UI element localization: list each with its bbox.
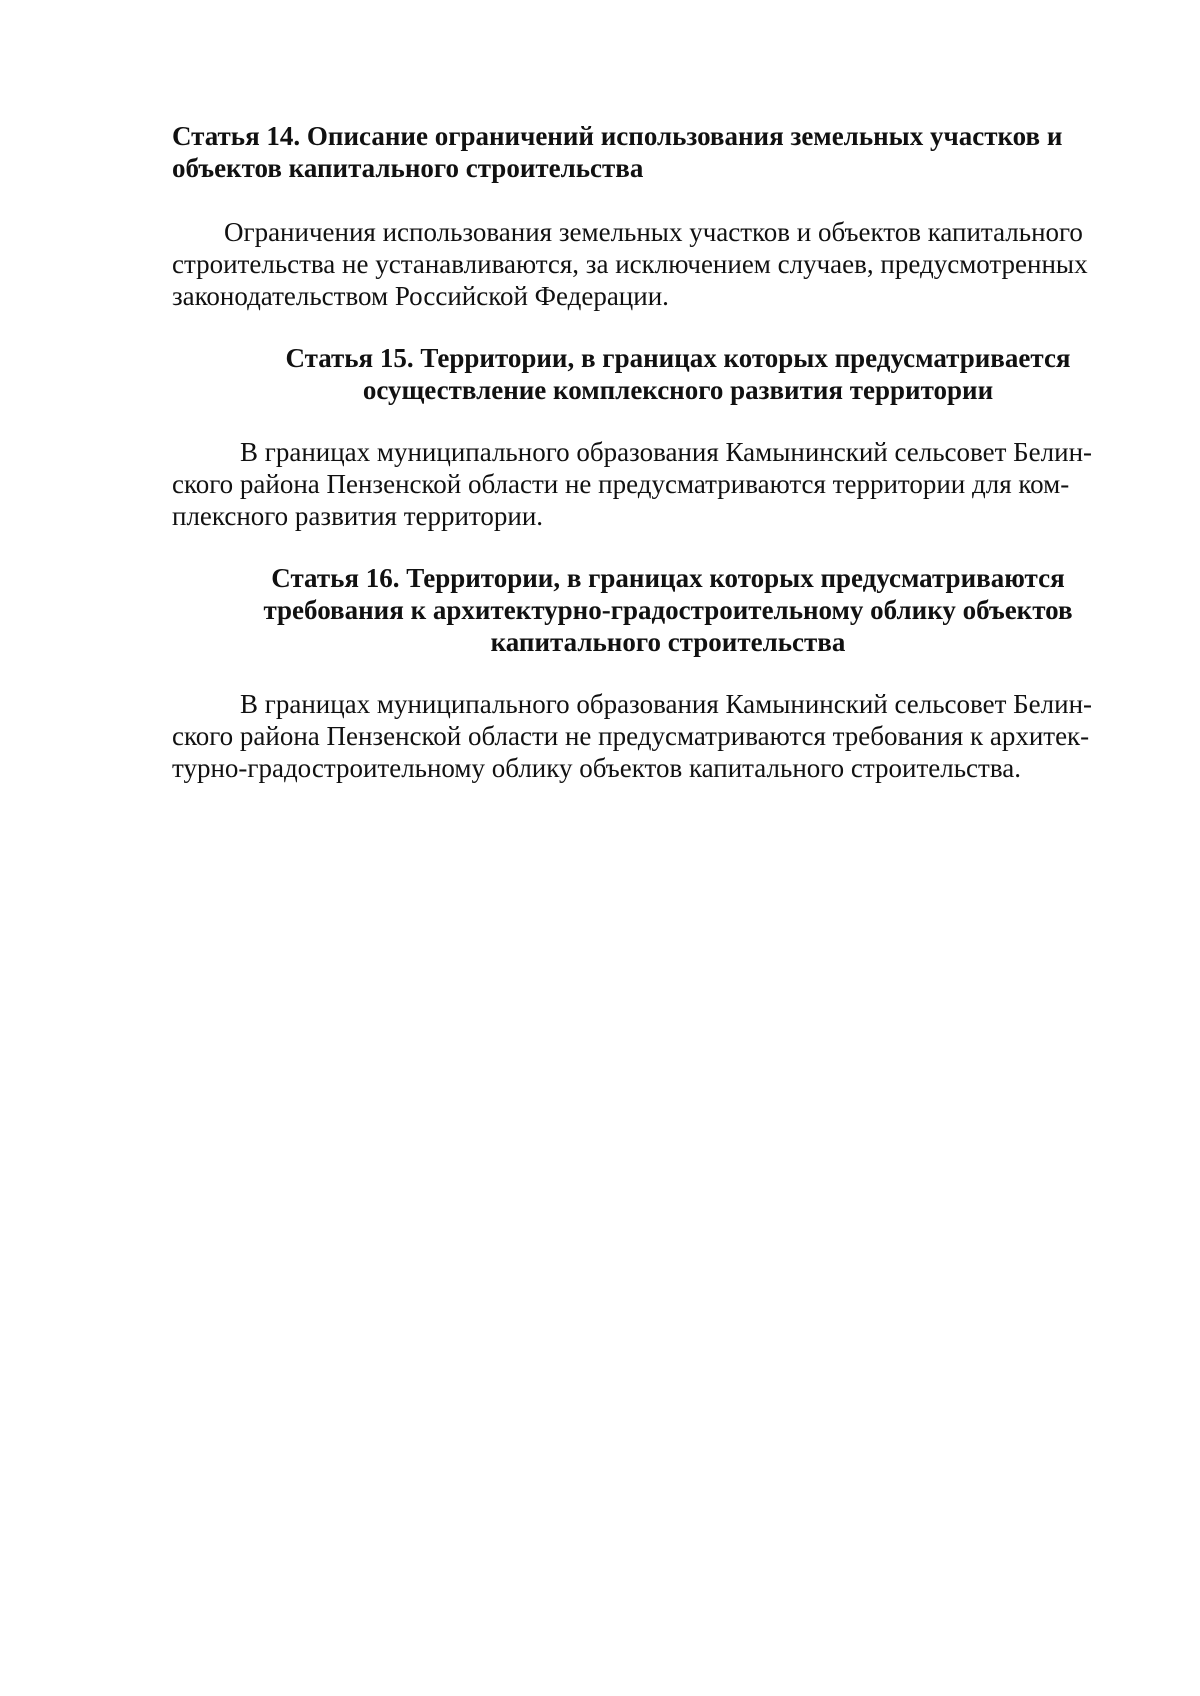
document-content xyxy=(172,120,1134,784)
article-15-heading xyxy=(172,342,1134,406)
heading-line: капитального строительства xyxy=(490,627,846,657)
heading-line: объектов капитального строительства xyxy=(172,153,644,183)
body-line: В границах муниципального образования Камынинский сельсовет Белин- xyxy=(240,689,1093,719)
heading-line: Статья 15. Территории, в границах которых предусматривается xyxy=(285,343,1071,373)
article-14-body xyxy=(172,216,1134,312)
body-line: законодательством Российской Федерации. xyxy=(172,281,669,311)
body-line: плексного развития территории. xyxy=(172,501,544,531)
heading-line: Статья 14. Описание ограничений использования земельных участков и xyxy=(172,121,1063,151)
body-line: турно-градостроительному облику объектов капитального строительства. xyxy=(172,753,1021,783)
body-line: строительства не устанавливаются, за исключением случаев, предусмотренных xyxy=(172,249,1088,279)
body-line: Ограничения использования земельных участков и объектов капитального xyxy=(224,217,1083,247)
body-line: ского района Пензенской области не предусматриваются требования к архитек- xyxy=(172,721,1090,751)
heading-line: требования к архитектурно-градостроительному облику объектов xyxy=(263,595,1073,625)
article-16-heading xyxy=(172,562,1134,658)
body-line: В границах муниципального образования Камынинский сельсовет Белин- xyxy=(240,437,1093,467)
article-15-body xyxy=(172,436,1134,532)
heading-line: Статья 16. Территории, в границах которых предусматриваются xyxy=(271,563,1065,593)
article-16-body xyxy=(172,688,1134,784)
article-14-heading xyxy=(172,120,1134,184)
body-line: ского района Пензенской области не предусматриваются территории для ком- xyxy=(172,469,1070,499)
heading-line: осуществление комплексного развития территории xyxy=(362,375,994,405)
